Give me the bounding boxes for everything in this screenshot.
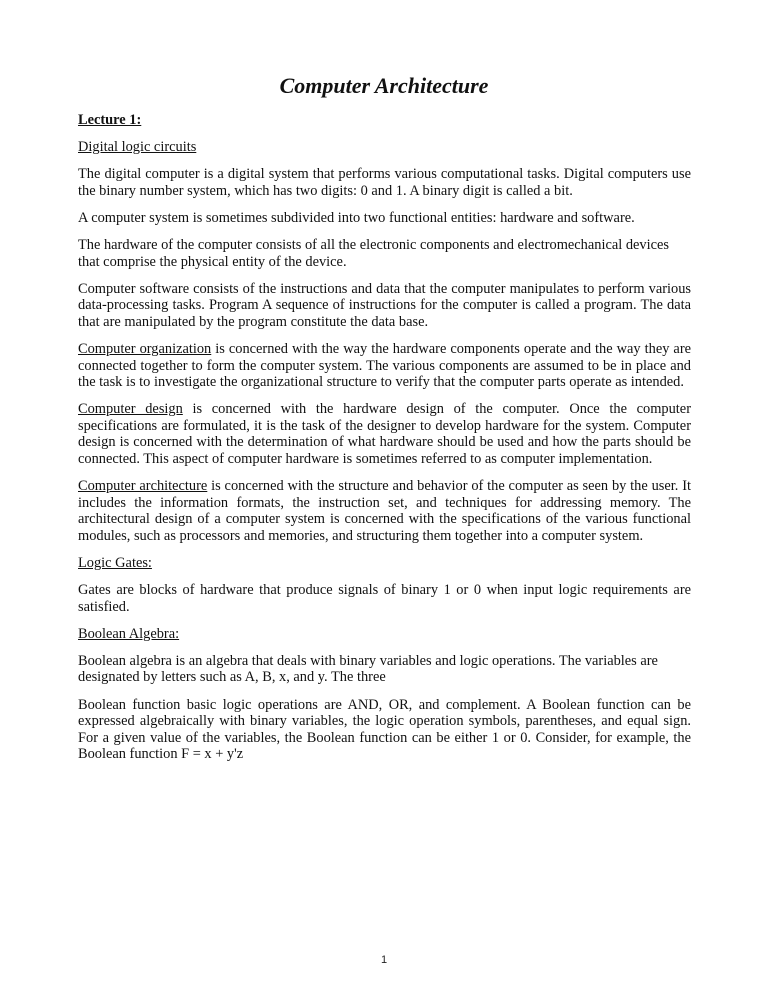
organization-text: is concerned with the way the hardware components operate and the way they are connected together to form the computer system. The various components are assumed to be in place and the task is to investigate the organizational structure to verify that the computer parts operate as intended. (78, 340, 691, 391)
section-heading-boolean-algebra: Boolean Algebra: (78, 625, 180, 642)
section-heading-digital-logic: Digital logic circuits (78, 139, 197, 156)
paragraph-boolean-function: Boolean function basic logic operations are AND, OR, and complement. A Boolean function can be expressed algebraically with binary variables, the logic operation symbols, parentheses, and equal sign. For a given value of the variables, the Boolean function can be either 1 or 0. Consider, for example, the Boolean function F = x + y'z (78, 696, 691, 763)
lecture-heading: Lecture 1: (78, 112, 142, 128)
paragraph-logic-gates: Gates are blocks of hardware that produce signals of binary 1 or 0 when input logic requirements are satisfied. (78, 582, 691, 615)
architecture-text: is concerned with the structure and behavior of the computer as seen by the user. It includes the information formats, the instruction set, and techniques for addressing memory. The architectural design of a computer system is concerned with the specifications of the various functional modules, such as processors and memories, and structuring them together into a computer system. (78, 478, 691, 544)
page-title: Computer Architecture (279, 73, 489, 98)
paragraph-boolean-algebra: Boolean algebra is an algebra that deals with binary variables and logic operations. The variables are designated by letters such as A, B, x, and y. The three (78, 652, 658, 686)
paragraph-design (78, 401, 691, 467)
paragraph-digital-computer: The digital computer is a digital system that performs various computational tasks. Digital computers use the binary number system, which has two digits: 0 and 1. A binary digit is called a bit. (78, 166, 691, 199)
paragraph-software: Computer software consists of the instructions and data that the computer manipulates to perform various data-processing tasks. Program A sequence of instructions for the computer is called a program. The data that are manipulated by the program constitute the data base. (78, 280, 691, 330)
term-computer-organization: Computer organization (78, 340, 212, 357)
term-computer-design: Computer design (78, 401, 183, 418)
design-text: is concerned with the hardware design of the computer. Once the computer specifications are formulated, it is the task of the designer to develop hardware for the system. Computer design is concerned with the determination of what hardware should be used and how the parts should be connected. This aspect of computer hardware is sometimes referred to as computer implementation. (78, 401, 691, 467)
paragraph-functional-entities: A computer system is sometimes subdivided into two functional entities: hardware and software. (78, 209, 635, 226)
section-heading-logic-gates: Logic Gates: (78, 554, 152, 571)
page-number: 1 (380, 954, 388, 966)
term-computer-architecture: Computer architecture (78, 478, 208, 495)
paragraph-organization (78, 341, 691, 391)
paragraph-architecture (78, 478, 691, 544)
document-body (78, 112, 691, 773)
paragraph-hardware: The hardware of the computer consists of all the electronic components and electromechanical devices that comprise the physical entity of the device. (78, 236, 669, 270)
